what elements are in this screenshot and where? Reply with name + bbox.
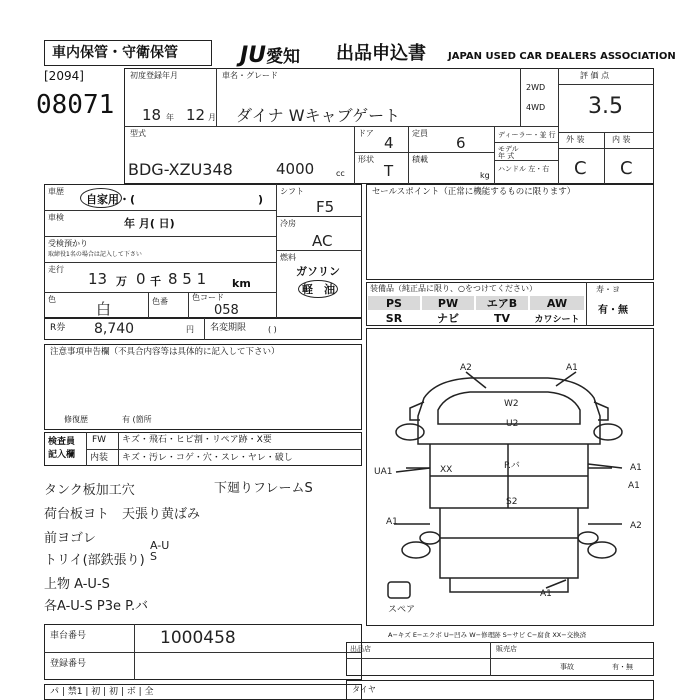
color-value: 白 — [96, 300, 112, 318]
notes-title: 注意事項申告欄（不具合内容等は具体的に記入して下さい） — [50, 347, 280, 357]
equip-aw: AW — [530, 296, 584, 310]
r-ken-value: 8,740 — [94, 321, 135, 337]
stock-no-label: 車台番号 — [50, 631, 87, 641]
lot-bracket-number: [2094] — [44, 69, 84, 83]
first-reg-label: 初度登録年月 — [130, 71, 178, 80]
shift-label: シフト — [280, 187, 304, 196]
mark-u2: U2 — [506, 419, 519, 429]
yen-label: 円 — [186, 325, 194, 334]
usage-label: 車歴 — [48, 187, 64, 196]
car-name-value: ダイナ Wキャブゲート — [236, 106, 401, 125]
month-unit-label: 月 — [208, 113, 216, 122]
fw-label: FW — [92, 435, 107, 445]
ju-logo — [240, 42, 300, 68]
note-line-2: 荷台板ヨト 天張り黄ばみ — [44, 507, 201, 522]
note-line-1: タンク板加工穴 — [44, 483, 135, 498]
color-code-value: 058 — [214, 303, 239, 318]
truck-diagram — [366, 328, 654, 626]
color-label: 色 — [48, 295, 56, 304]
model-year-label: モデル 年 式 — [498, 145, 519, 160]
note-line-6: 各A-U-S P3e P.バ — [44, 599, 149, 614]
mileage-rest-value: 8 5 1 — [168, 270, 207, 288]
tire-box — [346, 680, 654, 700]
score-label: 評 価 点 — [580, 71, 610, 80]
equip-airbag: エアB — [476, 296, 528, 310]
au-note: A-U S — [150, 539, 170, 563]
spare-label: スペア — [388, 605, 416, 615]
equip-pw: PW — [422, 296, 474, 310]
mark-a1-left: A1 — [386, 517, 398, 527]
stock-no-value: 1000458 — [160, 628, 236, 648]
equipment-label: 装備品（純正品に限り、○をつけてください） — [370, 284, 537, 293]
doors-value: 4 — [384, 134, 394, 152]
mark-ua1: UA1 — [374, 467, 393, 477]
kg-label: kg — [480, 171, 490, 180]
name-change-value: ( ) — [268, 325, 277, 334]
diesel-label: 軽 油 — [302, 283, 335, 296]
damage-legend: A−キズ E−エクボ U−凹み W−修理跡 S−サビ C−腐食 XX−交換済 — [388, 631, 587, 639]
equip-ps: PS — [368, 296, 420, 310]
ari-nashi-label: 有・無 — [612, 663, 633, 671]
mark-w2: W2 — [504, 399, 519, 409]
mileage-label: 走行 — [48, 265, 64, 274]
model-label: 型式 — [130, 129, 146, 138]
aircon-value: AC — [312, 232, 333, 250]
model-code-value: BDG-XZU348 — [128, 160, 233, 179]
note-line-5: 上物 A-U-S — [44, 577, 110, 592]
lot-number: 08071 — [36, 90, 115, 120]
name-change-label: 名変期限 — [210, 323, 247, 333]
exterior-grade: C — [574, 158, 587, 179]
mark-xx: XX — [440, 465, 453, 475]
note-line-4: トリイ(部鉄張り) — [44, 553, 145, 568]
mark-pbad: P.バ — [504, 461, 520, 471]
dealer-label: ディーラー・並 行 — [498, 131, 556, 139]
shape-label: 形状 — [358, 155, 374, 164]
storage-stamp-label: 車内保管・守衛保管 — [52, 45, 178, 61]
naiso-items: キズ・汚レ・コゲ・穴・スレ・ヤレ・破し — [122, 453, 293, 463]
usage-value: 自家用・( — [86, 193, 136, 206]
repair-label: 修復歴 — [64, 415, 88, 424]
interior-label: 内 装 — [612, 135, 631, 144]
capacity-label: 定員 — [412, 129, 428, 138]
note-line-3: 前ヨゴレ — [44, 531, 97, 546]
form-title: 出品申込書 — [336, 43, 426, 64]
mark-a1-right: A1 — [630, 463, 642, 473]
sales-store-sub-label: 販売店 — [496, 645, 517, 653]
mark-a2-right: A2 — [630, 521, 642, 531]
accident-label: 事故 — [560, 663, 574, 671]
equipment-right-label: 寿・ヨ — [596, 285, 620, 294]
receipt-sub-label: 取締役1名の場合は記入して下さい — [48, 251, 142, 258]
aircon-label: 冷房 — [280, 219, 296, 228]
sales-point-box — [366, 184, 654, 280]
ju-logo-text: 愛知 — [266, 47, 301, 67]
r-ken-label: R券 — [50, 323, 66, 333]
km-label: km — [232, 277, 251, 290]
exterior-label: 外 装 — [566, 135, 585, 144]
handle-label: ハンドル 左・右 — [498, 165, 550, 173]
color-no-label: 色番 — [152, 297, 168, 306]
mileage-man-value: 13 — [88, 270, 108, 288]
sen-label: 千 — [150, 275, 161, 288]
inspector-label: 検査員 記入欄 — [48, 437, 76, 460]
sales-store-label: 出品店 — [350, 645, 371, 653]
fw-items: キズ・飛石・ヒビ割・リペア跡・X要 — [122, 435, 272, 445]
man-label: 万 — [116, 275, 127, 288]
name-grade-label: 車名・グレード — [222, 71, 278, 80]
mileage-sen-value: 0 — [136, 270, 146, 288]
displacement-value: 4000 — [276, 160, 315, 178]
tire-label: タイヤ — [352, 685, 376, 694]
mark-a1-right2: A1 — [628, 481, 640, 491]
inspection-value: 年 月( 日) — [124, 217, 175, 230]
reg-no-label: 登録番号 — [50, 659, 87, 669]
shape-value: T — [384, 162, 394, 180]
loading-label: 積載 — [412, 155, 428, 164]
shift-value: F5 — [316, 198, 335, 216]
drive-4wd-label: 4WD — [526, 103, 546, 112]
equip-tv: TV — [493, 311, 511, 325]
equipment-right-value: 有・無 — [598, 305, 628, 316]
inspection-label: 車検 — [48, 213, 64, 222]
capacity-value: 6 — [456, 134, 466, 152]
mark-a2-top: A2 — [460, 363, 472, 373]
first-reg-year: 18 — [142, 106, 162, 124]
equip-navi: ナビ — [437, 312, 459, 325]
cc-label: cc — [336, 169, 345, 178]
interior-grade: C — [620, 158, 633, 179]
score-value: 3.5 — [588, 94, 623, 119]
frame-note: 下廻りフレームS — [214, 481, 313, 496]
r-ken-row — [44, 318, 362, 340]
mark-a1-bottom: A1 — [540, 589, 552, 599]
door-label: ドア — [358, 129, 374, 138]
receipt-label: 受検預かり — [48, 239, 88, 248]
sales-point-label: セールスポイント（正常に機能するものに限ります） — [372, 187, 576, 197]
naiso-label: 内装 — [90, 453, 109, 463]
usage-close: ) — [258, 193, 264, 206]
association-name: JAPAN USED CAR DEALERS ASSOCIATION — [448, 51, 676, 62]
ju-logo-mark: JU — [240, 43, 267, 68]
first-reg-month: 12 — [186, 106, 206, 124]
bottom-items: パ | 禁1 | 初 | 初 | ボ | 全 — [50, 687, 154, 697]
fuel-label: 燃料 — [280, 253, 296, 262]
equip-sr: SR — [385, 311, 403, 325]
gasoline-label: ガソリン — [296, 265, 340, 278]
repair-value: 有 (箇所 — [122, 415, 152, 424]
mark-a1-top: A1 — [566, 363, 578, 373]
drive-2wd-label: 2WD — [526, 83, 546, 92]
equip-leather-seat: カワシート — [534, 314, 580, 325]
mark-s2: S2 — [506, 497, 518, 507]
color-code-label: 色コード — [192, 293, 224, 302]
year-unit-label: 年 — [166, 113, 174, 122]
